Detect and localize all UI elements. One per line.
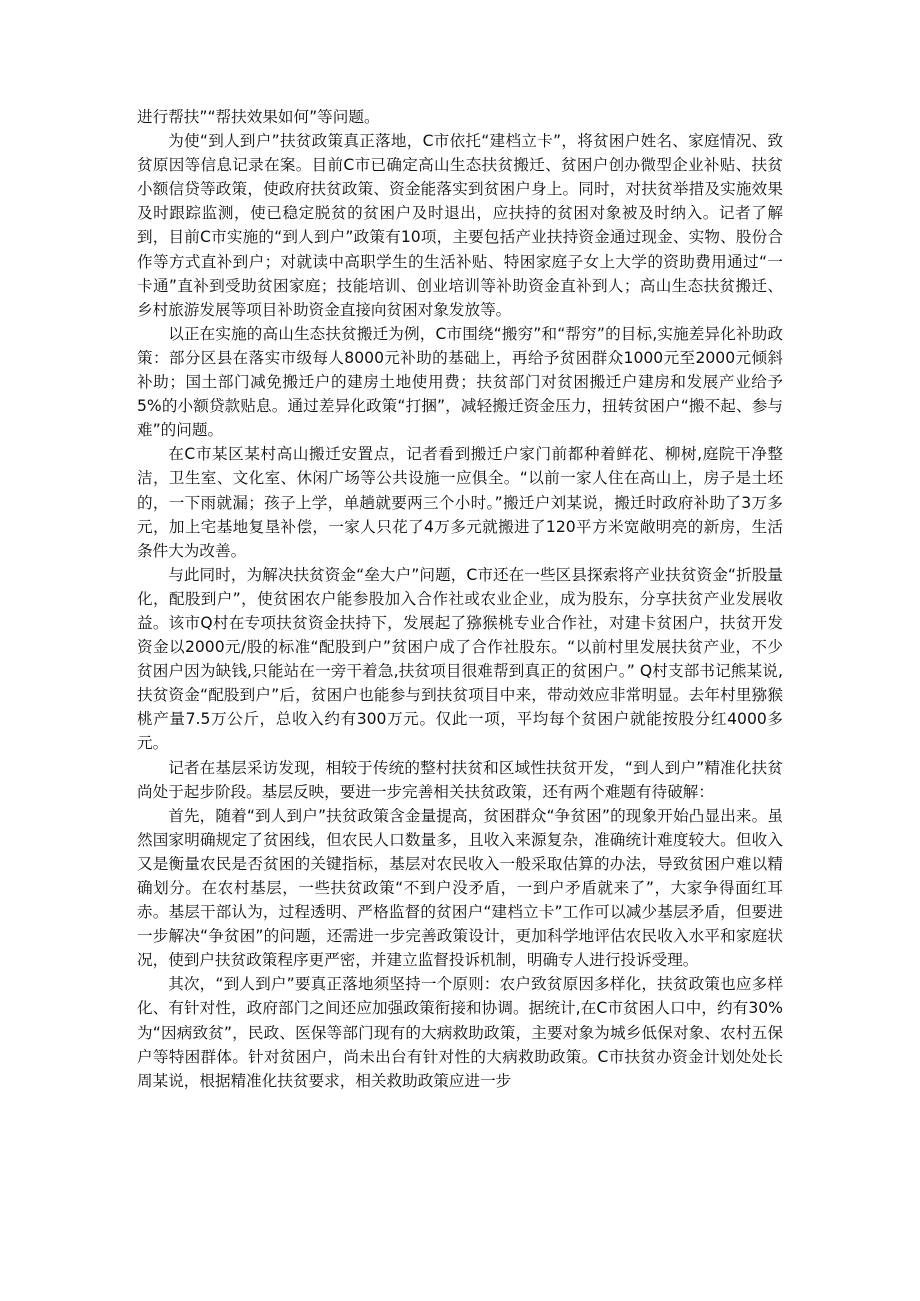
paragraph: 首先，随着“到人到户”扶贫政策含金量提高，贫困群众“争贫困”的现象开始凸显出来。虽然国家明确规定了贫困线，但农民人口数量多，且收入来源复杂，准确统计难度较大。但收入又是衡量农民是否贫困的关键指标，基层对农民收入一般采取估算的办法，导致贫困户难以精确划分。在农村基层，一些扶贫政策“不到户没矛盾，一到户矛盾就来了”，大家争得面红耳赤。基层干部认为，过程透明、严格监督的贫困户“建档立卡”工作可以减少基层矛盾，但要进一步解决“争贫困”的问题，还需进一步完善政策设计，更加科学地评估农民收入水平和家庭状况，使到户扶贫政策程序更严密，并建立监督投诉机制，明确专人进行投诉受理。 xyxy=(137,806,783,970)
document-body xyxy=(137,105,783,1093)
paragraph: 其次，“到人到户”要真正落地须坚持一个原则：农户致贫原因多样化，扶贫政策也应多样化、有针对性，政府部门之间还应加强政策衔接和协调。据统计,在C市贫困人口中，约有30%为“因病致贫”，民政、医保等部门现有的大病救助政策，主要对象为城乡低保对象、农村五保户等特困群体。针对贫困户，尚未出台有针对性的大病救助政策。C市扶贫办资金计划处处长周某说，根据精准化扶贫要求，相关救助政策应进一步 xyxy=(137,975,783,1090)
paragraph: 在C市某区某村高山搬迁安置点，记者看到搬迁户家门前都种着鲜花、柳树,庭院干净整洁，卫生室、文化室、休闲广场等公共设施一应俱全。“以前一家人住在高山上，房子是土坯的，一下雨就漏；孩子上学，单趟就要两三个小时。”搬迁户刘某说，搬迁时政府补助了3万多元，加上宅基地复垦补偿，一家人只花了4万多元就搬进了120平方米宽敞明亮的新房，生活条件大为改善。 xyxy=(137,445,783,560)
paragraph-continuation: 进行帮扶”“帮扶效果如何”等问题。 xyxy=(137,108,380,126)
paragraph: 以正在实施的高山生态扶贫搬迁为例，C市围绕“搬穷”和“帮穷”的目标,实施差异化补助政策：部分区县在落实市级每人8000元补助的基础上，再给予贫困群众1000元至2000元倾斜补助；国土部门减免搬迁户的建房土地使用费；扶贫部门对贫困搬迁户建房和发展产业给予5%的小额贷款贴息。通过差异化政策“打捆”，减轻搬迁资金压力，扭转贫困户“搬不起、参与难”的问题。 xyxy=(137,324,783,440)
paragraph: 为使“到人到户”扶贫政策真正落地，C市依托“建档立卡”，将贫困户姓名、家庭情况、致贫原因等信息记录在案。目前C市已确定高山生态扶贫搬迁、贫困户创办微型企业补贴、扶贫小额信贷等政策，使政府扶贫政策、资金能落实到贫困户身上。同时，对扶贫举措及实施效果及时跟踪监测，使已稳定脱贫的贫困户及时退出，应扶持的贫困对象被及时纳入。记者了解到，目前C市实施的“到人到户”政策有10项，主要包括产业扶持资金通过现金、实物、股份合作等方式直补到户；对就读中高职学生的生活补贴、特困家庭子女上大学的资助费用通过“一卡通”直补到受助贫困家庭；技能培训、创业培训等补助资金直补到人；高山生态扶贫搬迁、乡村旅游发展等项目补助资金直接向贫困对象发放等。 xyxy=(137,132,783,319)
paragraph: 与此同时，为解决扶贫资金“垒大户”问题，C市还在一些区县探索将产业扶贫资金“折股量化，配股到户”，使贫困农户能参股加入合作社或农业企业，成为股东，分享扶贫产业发展收益。该市Q村在专项扶贫资金扶持下，发展起了猕猴桃专业合作社，对建卡贫困户，扶贫开发资金以2000元/股的标准“配股到户”贫困户成了合作社股东。“以前村里发展扶贫产业，不少贫困户因为缺钱,只能站在一旁干着急,扶贫项目很难帮到真正的贫困户。” Q村支部书记熊某说,扶贫资金“配股到户”后，贫困户也能参与到扶贫项目中来，带动效应非常明显。去年村里猕猴桃产量7.5万公斤，总收入约有300万元。仅此一项，平均每个贫困户就能按股分红4000多元。 xyxy=(137,565,783,753)
paragraph: 记者在基层采访发现，相较于传统的整村扶贫和区域性扶贫开发，“到人到户”精准化扶贫尚处于起步阶段。基层反映，要进一步完善相关扶贫政策，还有两个难题有待破解： xyxy=(137,758,783,801)
